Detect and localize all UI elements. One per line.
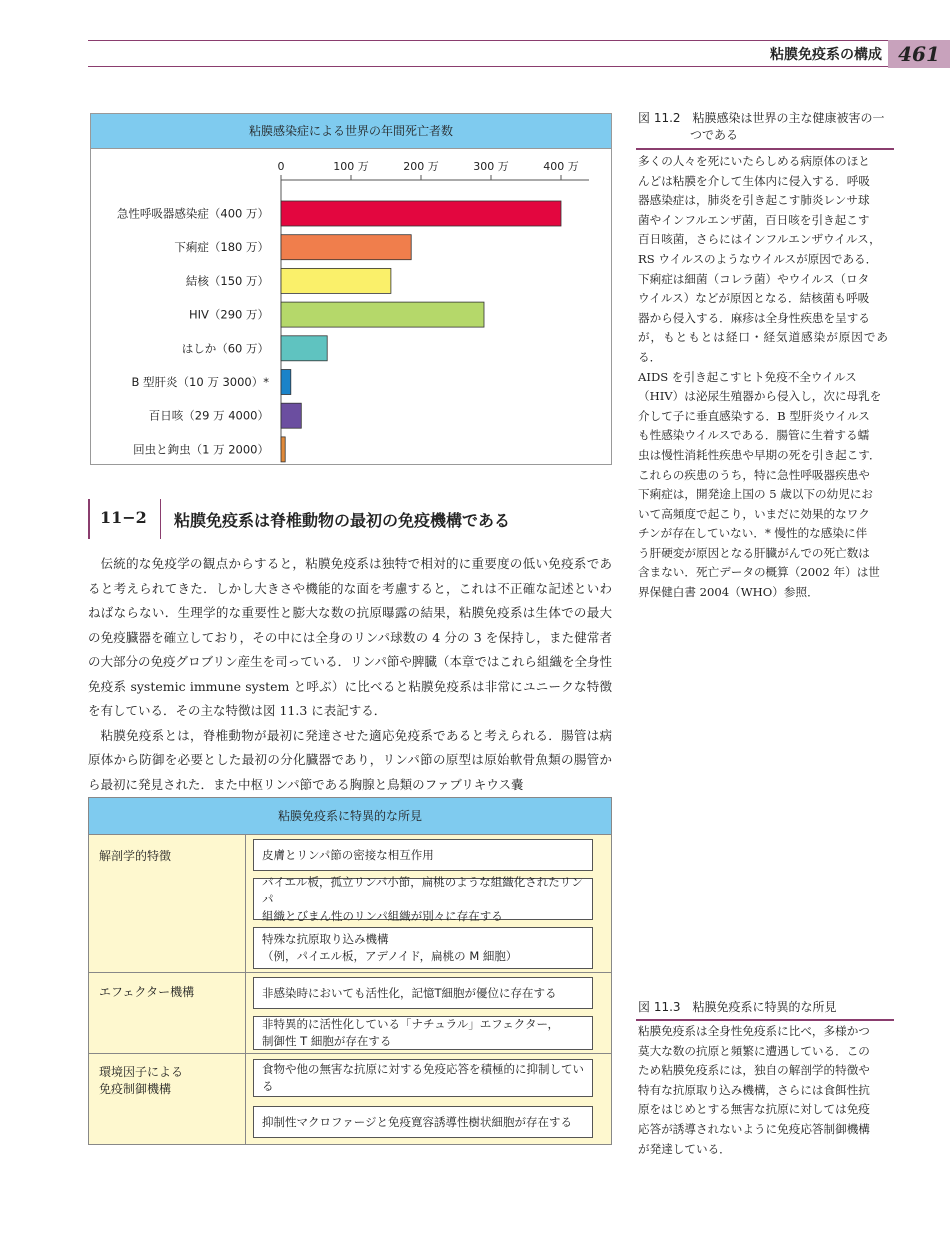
chart-title: 粘膜感染症による世界の年間死亡者数 bbox=[91, 114, 611, 149]
category-label: 解剖学的特徴 bbox=[99, 849, 172, 863]
category-label: 百日咳（29 万 4000） bbox=[148, 408, 269, 423]
table-category-anatomy bbox=[99, 848, 171, 865]
cell-line-1: 非感染時においても活性化，記憶T細胞が優位に存在する bbox=[262, 985, 557, 1000]
table-cell bbox=[253, 1059, 593, 1097]
header-rule-bottom bbox=[88, 66, 888, 67]
figure-11-2-caption-line: 界保健白書 2004（WHO）参照． bbox=[638, 585, 819, 600]
figure-11-2-caption-line: 菌やインフルエンザ菌，百日咳を引き起こす bbox=[638, 212, 870, 227]
cell-line-1: 抑制性マクロファージと免疫寛容誘導性樹状細胞が存在する bbox=[262, 1114, 573, 1129]
bar bbox=[281, 268, 391, 293]
figure-11-2-caption-line: 百日咳菌，さらにはインフルエンザウイルス， bbox=[638, 232, 881, 247]
header-rule-top bbox=[88, 40, 888, 41]
figure-11-2-chart bbox=[90, 113, 612, 465]
section-number: 11−2 bbox=[100, 508, 147, 527]
table-cell bbox=[253, 839, 593, 871]
figure-11-3-caption-line: 特有な抗原取り込み機構，さらには食餌性抗 bbox=[638, 1082, 870, 1097]
category-label: 急性呼吸器感染症（400 万） bbox=[116, 206, 269, 221]
figure-11-2-caption-line: これらの疾患のうち，特に急性呼吸器疾患や bbox=[638, 467, 870, 482]
table-row-divider-2 bbox=[89, 1053, 611, 1054]
running-title: 粘膜免疫系の構成 bbox=[770, 47, 882, 63]
figure-11-3-caption-rule bbox=[636, 1019, 894, 1021]
figure-11-2-caption-line: （HIV）は泌尿生殖器から侵入し，次に母乳を bbox=[638, 389, 882, 404]
body-paragraph-2: 粘膜免疫系とは，脊椎動物が最初に発達させた適応免疫系であると考えられる．腸管は病原体から防御を必要とした最初の分化臓器であり，リンパ節の原型は原始軟骨魚類の腸管から最初に発見された．また中枢リンパ節である胸腺と鳥類のファブリキウス嚢 bbox=[88, 727, 612, 792]
body-paragraph-1: 伝統的な免疫学の観点からすると，粘膜免疫系は独特で相対的に重要度の低い免疫系であると考えられてきた．しかし大きさや機能的な面を考慮すると，これは不正確な記述といわねばならない．生理学的な重要性と膨大な数の抗原曝露の結果，粘膜免疫系は生体での最大の免疫臓器を確立しており，その中には全身のリンパ球数の 4 分の 3 を保持し，また健常者の大部分の免疫グロブリン産生を司っている．リンパ節や脾臓（本章ではこれら組織を全身性免疫系 systemic immune system と呼ぶ）に比べると粘膜免疫系は非常にユニークな特徴を有している．その主な特徴は図 11.3 に表記する． bbox=[88, 556, 612, 718]
figure-11-2-caption-line: 下痢症は細菌（コレラ菌）やウイルス（ロタ bbox=[638, 271, 870, 286]
bar bbox=[281, 201, 561, 226]
bar bbox=[281, 302, 484, 327]
cell-line-2: 組織とびまん性のリンパ組織が別々に存在する bbox=[262, 908, 503, 923]
figure-11-3-caption-body bbox=[638, 1022, 888, 1159]
section-body bbox=[88, 552, 612, 797]
figure-11-2-caption-line: 虫は慢性消耗性疾患や早期の死を引き起こす． bbox=[638, 447, 881, 462]
cell-line-1: 非特異的に活性化している「ナチュラル」エフェクター， bbox=[262, 1017, 560, 1031]
figure-11-2-caption-line: 含まない．死亡データの概算（2002 年）は世 bbox=[638, 565, 880, 580]
figure-11-2-caption-body bbox=[638, 152, 888, 603]
section-marker bbox=[88, 499, 90, 539]
category-label: 下痢症（180 万） bbox=[174, 240, 269, 255]
cell-line-1: 食物や他の無害な抗原に対する免疫応答を積極的に抑制している bbox=[262, 1062, 584, 1093]
figure-11-3-caption-line: 莫大な数の抗原と頻繁に遭遇している．この bbox=[638, 1043, 870, 1058]
figure-11-2-caption-line: いて高頻度で起こり，いまだに効果的なワク bbox=[638, 506, 870, 521]
figure-11-3-caption-title: 図 11.3 粘膜免疫系に特異的な所見 bbox=[638, 1000, 837, 1014]
section-separator bbox=[160, 499, 161, 539]
figure-11-2-caption-line: が，もともとは経口・経気道感染が原因である． bbox=[638, 330, 888, 364]
table-cell bbox=[253, 927, 593, 969]
category-label: 結核（150 万） bbox=[185, 273, 269, 288]
x-tick-label: 300 万 bbox=[473, 160, 509, 173]
page-number: 461 bbox=[888, 40, 950, 68]
x-tick-label: 400 万 bbox=[543, 160, 579, 173]
figure-11-3-caption-line: 応答が誘導されないように免疫応答制御機構 bbox=[638, 1121, 870, 1136]
x-tick-label: 100 万 bbox=[333, 160, 369, 173]
table-cell bbox=[253, 874, 593, 923]
table-row-divider-1 bbox=[89, 972, 611, 973]
figure-11-2-caption-line: AIDS を引き起こすヒト免疫不全ウイルス bbox=[638, 369, 857, 384]
bar bbox=[281, 403, 301, 428]
figure-11-2-caption-line: う肝硬変が原因となる肝臓がんでの死亡数は bbox=[638, 545, 870, 560]
figure-11-2-caption-line: 器感染症は，肺炎を引き起こす肺炎レンサ球 bbox=[638, 193, 870, 208]
figure-11-2-caption-line: ウイルス）などが原因となる．結核菌も呼吸 bbox=[638, 291, 870, 306]
cell-line-1: 皮膚とリンパ節の密接な相互作用 bbox=[262, 847, 434, 862]
figure-11-2-caption-line: 多くの人々を死にいたらしめる病原体のほと bbox=[638, 154, 870, 168]
cell-line-2: 制御性 T 細胞が存在する bbox=[262, 1034, 392, 1048]
category-label: エフェクター機構 bbox=[99, 985, 195, 999]
x-tick-label: 200 万 bbox=[403, 160, 439, 173]
figure-11-2-caption-line: も性感染ウイルスである．腸管に生着する蠕 bbox=[638, 428, 870, 443]
figure-11-2-caption-line: 介して子に垂直感染する．B 型肝炎ウイルス bbox=[638, 408, 870, 423]
figure-11-3-caption-line: 粘膜免疫系は全身性免疫系に比べ，多様かつ bbox=[638, 1024, 870, 1038]
cell-line-2: （例，パイエル板，アデノイド，扁桃の M 細胞） bbox=[262, 949, 518, 963]
cell-line-1: 特殊な抗原取り込み機構 bbox=[262, 932, 389, 946]
figure-11-2-caption-line: 器から侵入する．麻疹は全身性疾患を呈する bbox=[638, 310, 870, 325]
figure-11-3-caption-line: が発達している． bbox=[638, 1141, 731, 1156]
figure-11-2-caption-title-2: つである bbox=[690, 128, 739, 142]
figure-11-3-table bbox=[88, 797, 612, 1145]
figure-11-3-caption-line: 原をはじめとする無害な抗原に対しては免疫 bbox=[638, 1102, 870, 1117]
section-title: 粘膜免疫系は脊椎動物の最初の免疫機構である bbox=[174, 511, 511, 530]
table-category-regulation bbox=[99, 1064, 183, 1098]
figure-11-2-caption-line: チンが存在していない．* 慢性的な感染に伴 bbox=[638, 526, 868, 541]
figure-11-2-caption-line: んどは粘膜を介して生体内に侵入する．呼吸 bbox=[638, 173, 870, 188]
figure-11-2-caption-title-1: 図 11.2 粘膜感染は世界の主な健康被害の一 bbox=[638, 111, 885, 125]
table-title: 粘膜免疫系に特異的な所見 bbox=[89, 798, 611, 835]
bar bbox=[281, 370, 291, 395]
table-cell bbox=[253, 977, 593, 1009]
bar bbox=[281, 336, 327, 361]
x-tick-label: 0 bbox=[277, 160, 285, 173]
table-column-divider bbox=[245, 834, 246, 1144]
category-label-line-1: 環境因子による bbox=[99, 1065, 184, 1079]
figure-11-3-caption-line: ため粘膜免疫系には，独自の解剖学的特徴や bbox=[638, 1063, 870, 1078]
cell-line-1: パイエル板，孤立リンパ小節，扁桃のような組織化されたリンパ bbox=[262, 874, 583, 906]
category-label-line-2: 免疫制御機構 bbox=[99, 1082, 172, 1096]
category-label: はしか（60 万） bbox=[181, 341, 269, 356]
figure-11-2-caption-rule bbox=[636, 148, 894, 150]
bar-chart-svg bbox=[91, 114, 611, 464]
bar bbox=[281, 437, 285, 462]
table-category-effector bbox=[99, 984, 194, 1001]
figure-11-2-caption-line: 下痢症は，開発途上国の 5 歳以下の幼児にお bbox=[638, 487, 874, 502]
category-label: B 型肝炎（10 万 3000）* bbox=[131, 375, 269, 389]
category-label: HIV（290 万） bbox=[188, 307, 269, 322]
category-label: 回虫と鉤虫（1 万 2000） bbox=[133, 442, 269, 457]
figure-11-2-caption-line: RS ウイルスのようなウイルスが原因である． bbox=[638, 251, 878, 266]
bar bbox=[281, 235, 411, 260]
table-cell bbox=[253, 1016, 593, 1050]
table-cell bbox=[253, 1106, 593, 1138]
